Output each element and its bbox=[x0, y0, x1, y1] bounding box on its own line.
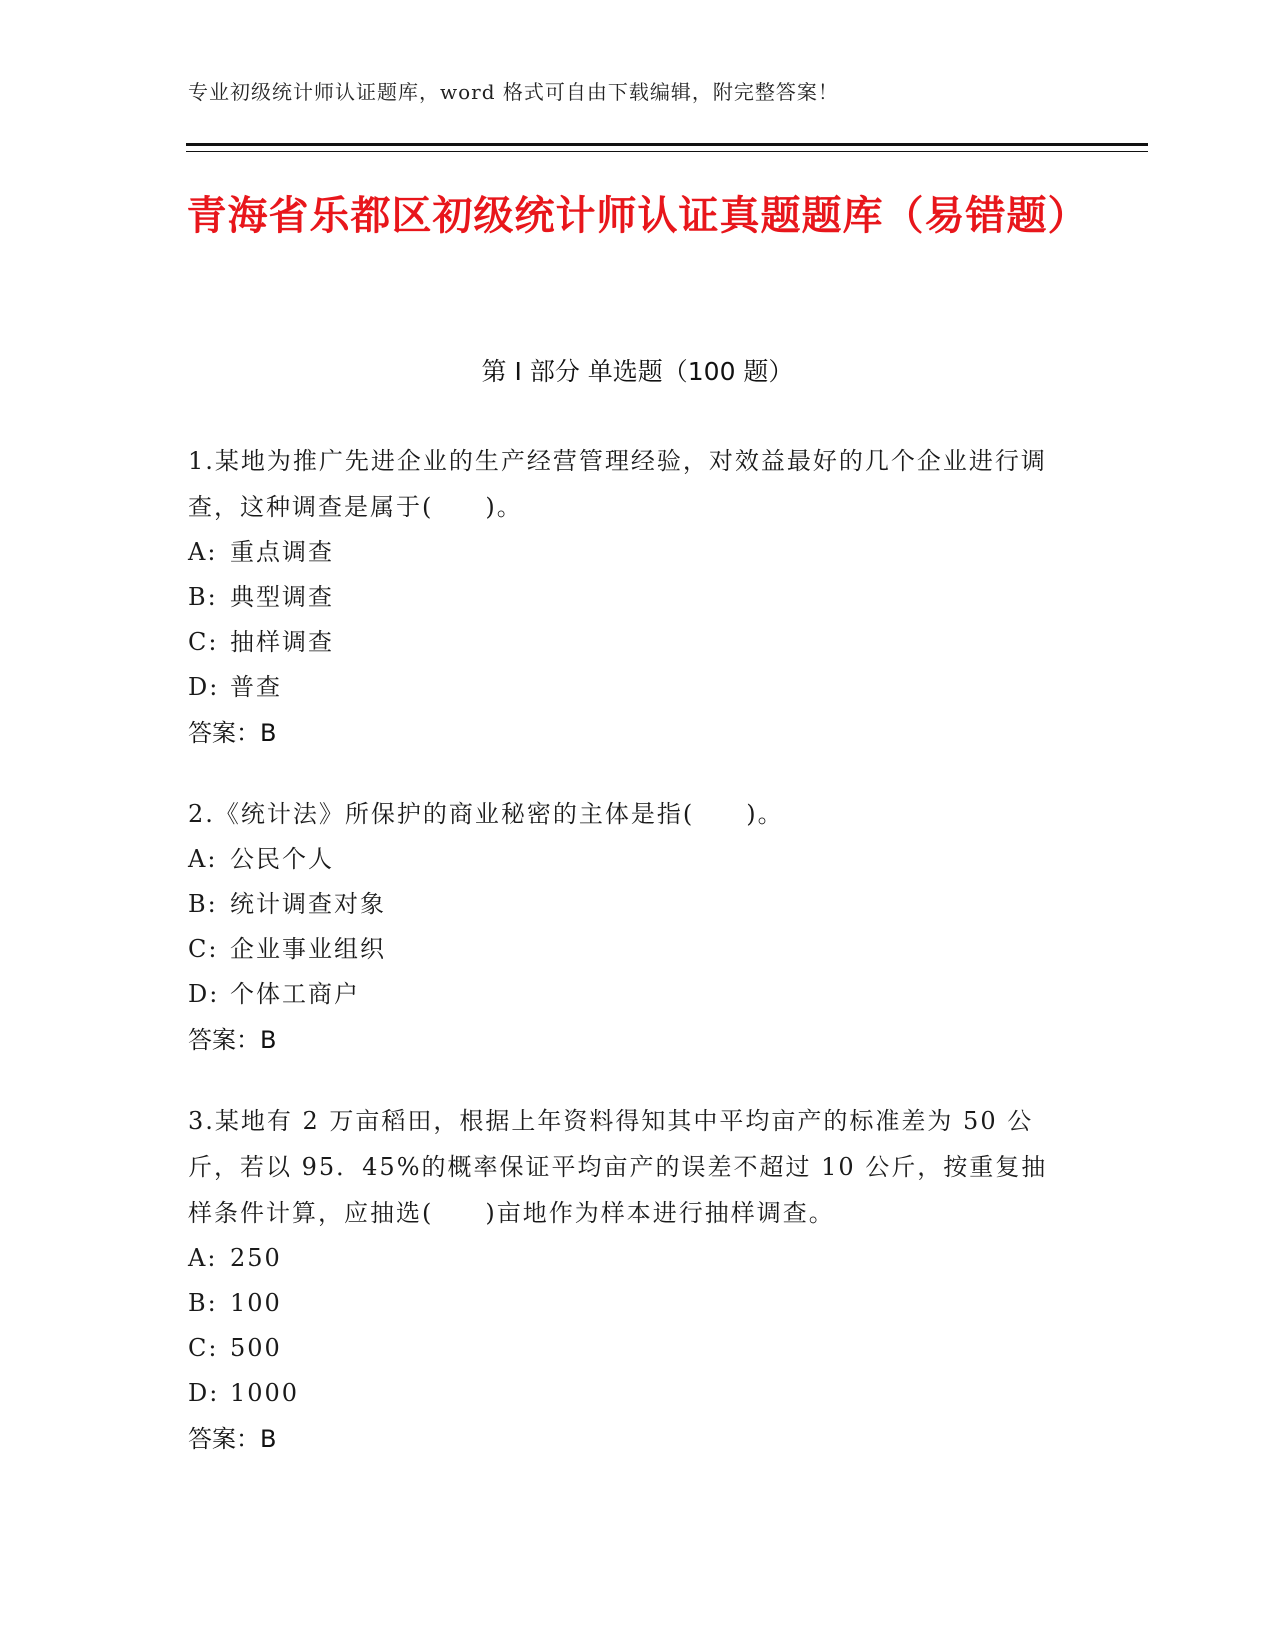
option-text: 250 bbox=[230, 1244, 282, 1272]
question-stem: 1.某地为推广先进企业的生产经营管理经验，对效益最好的几个企业进行调查，这种调查是属于( )。 bbox=[188, 447, 1047, 521]
option-text: 企业事业组织 bbox=[230, 935, 386, 963]
option-text: 1000 bbox=[230, 1379, 300, 1407]
question-1 bbox=[188, 438, 1068, 756]
answer-line: 答案：B bbox=[188, 1026, 277, 1054]
question-2 bbox=[188, 791, 1068, 1063]
option-text: 个体工商户 bbox=[230, 980, 360, 1008]
option-a bbox=[188, 837, 1068, 882]
option-letter: A: bbox=[188, 538, 218, 566]
option-letter: C: bbox=[188, 935, 219, 963]
question-stem: 3.某地有 2 万亩稻田，根据上年资料得知其中平均亩产的标准差为 50 公斤，若以 95．45%的概率保证平均亩产的误差不超过 10 公斤，按重复抽样条件计算，应抽选( )亩地作为样本进行抽样调查。 bbox=[188, 1107, 1048, 1227]
option-c bbox=[188, 1326, 1068, 1371]
option-text: 统计调查对象 bbox=[230, 890, 386, 918]
question-stem: 2.《统计法》所保护的商业秘密的主体是指( )。 bbox=[188, 800, 784, 828]
option-text: 公民个人 bbox=[230, 845, 334, 873]
option-text: 普查 bbox=[230, 673, 282, 701]
option-text: 典型调查 bbox=[230, 583, 334, 611]
question-3 bbox=[188, 1098, 1068, 1462]
option-b bbox=[188, 575, 1068, 620]
header-note: 专业初级统计师认证题库，word 格式可自由下载编辑，附完整答案！ bbox=[188, 80, 839, 104]
option-text: 100 bbox=[230, 1289, 282, 1317]
option-d bbox=[188, 665, 1068, 710]
option-letter: D: bbox=[188, 980, 220, 1008]
option-letter: B: bbox=[188, 890, 218, 918]
answer-line: 答案：B bbox=[188, 719, 277, 747]
header-rule-thick bbox=[186, 143, 1148, 146]
option-text: 抽样调查 bbox=[230, 628, 334, 656]
header-rule-thin bbox=[186, 151, 1148, 152]
section-heading: 第 I 部分 单选题（100 题） bbox=[481, 357, 794, 386]
option-text: 500 bbox=[230, 1334, 282, 1362]
option-a bbox=[188, 530, 1068, 575]
option-letter: A: bbox=[188, 1244, 218, 1272]
option-letter: D: bbox=[188, 673, 220, 701]
option-b bbox=[188, 882, 1068, 927]
option-letter: A: bbox=[188, 845, 218, 873]
option-d bbox=[188, 1371, 1068, 1416]
question-list bbox=[188, 438, 1068, 1497]
option-c bbox=[188, 927, 1068, 972]
option-letter: B: bbox=[188, 583, 218, 611]
option-letter: C: bbox=[188, 628, 219, 656]
option-d bbox=[188, 972, 1068, 1017]
option-letter: C: bbox=[188, 1334, 219, 1362]
option-letter: D: bbox=[188, 1379, 220, 1407]
option-text: 重点调查 bbox=[230, 538, 334, 566]
option-c bbox=[188, 620, 1068, 665]
answer-line: 答案：B bbox=[188, 1425, 277, 1453]
option-b bbox=[188, 1281, 1068, 1326]
document-title: 青海省乐都区初级统计师认证真题题库（易错题） bbox=[186, 193, 1089, 239]
option-letter: B: bbox=[188, 1289, 218, 1317]
option-a bbox=[188, 1236, 1068, 1281]
